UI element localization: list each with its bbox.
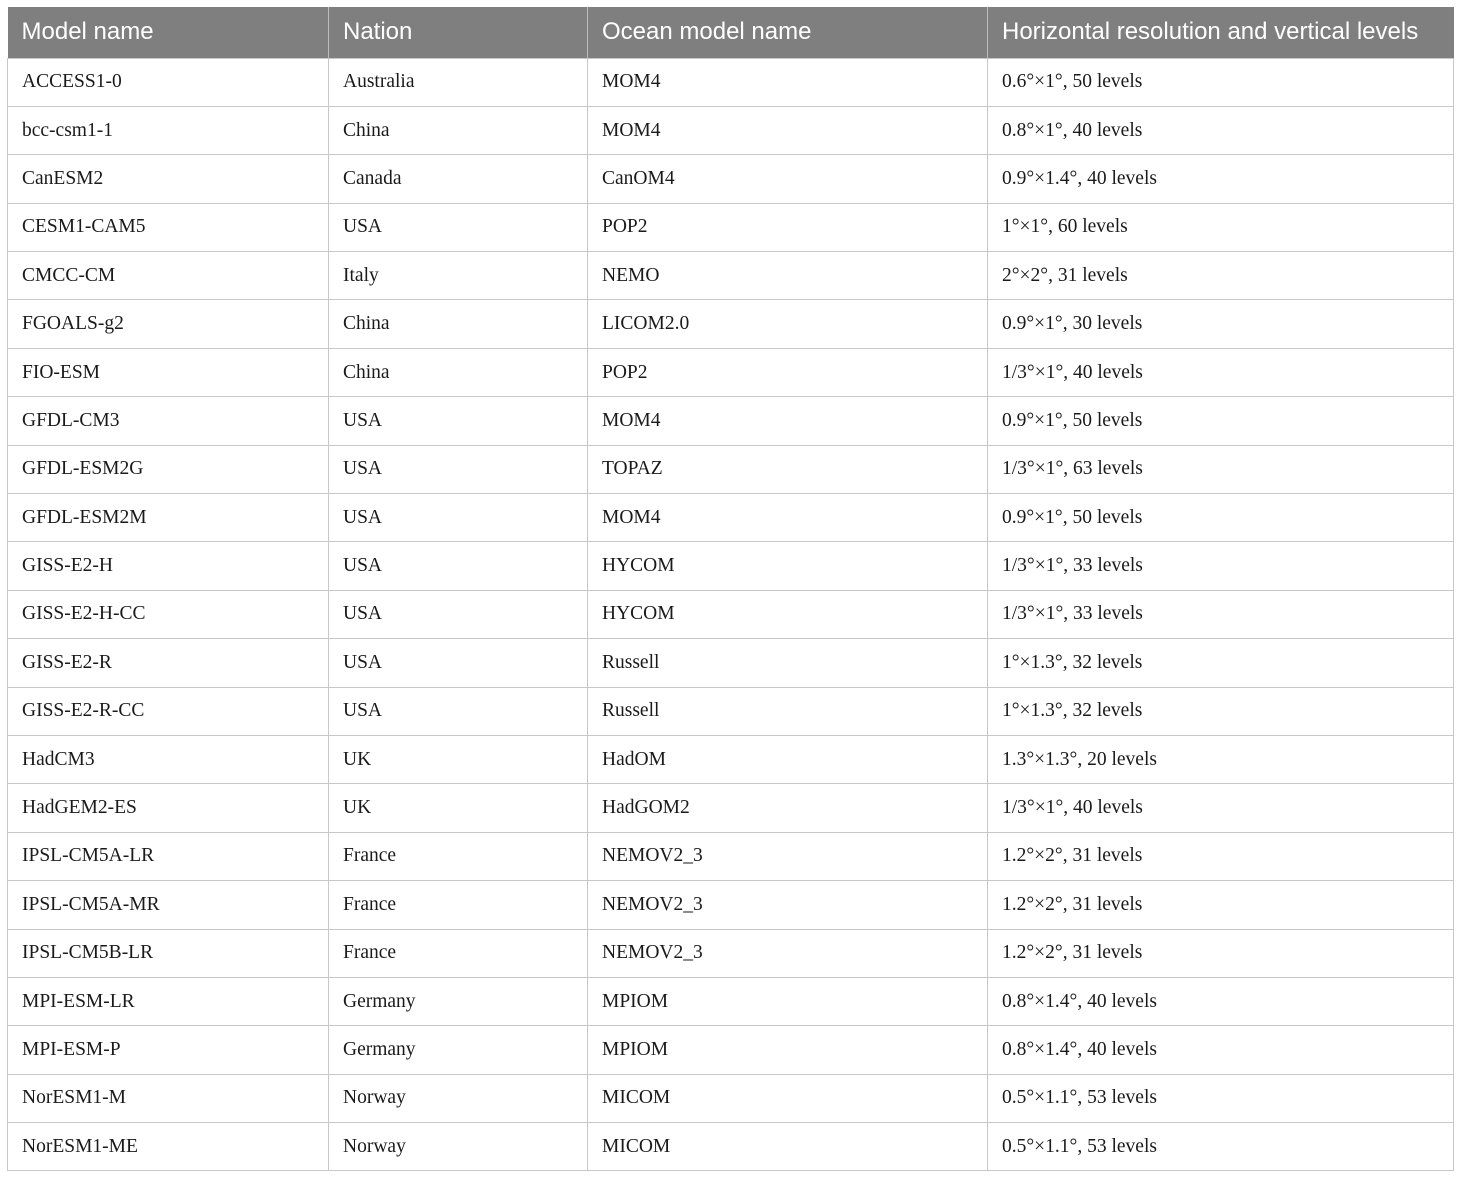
- cell-ocean-model: MPIOM: [588, 1026, 988, 1074]
- cell-resolution: 0.5°×1.1°, 53 levels: [988, 1074, 1454, 1122]
- cell-model-name: IPSL-CM5A-LR: [8, 832, 329, 880]
- cell-ocean-model: HYCOM: [588, 590, 988, 638]
- cell-ocean-model: MICOM: [588, 1123, 988, 1171]
- cell-ocean-model: NEMO: [588, 252, 988, 300]
- cell-model-name: FIO-ESM: [8, 348, 329, 396]
- cell-ocean-model: CanOM4: [588, 155, 988, 203]
- cell-nation: USA: [329, 494, 588, 542]
- cell-resolution: 0.8°×1.4°, 40 levels: [988, 977, 1454, 1025]
- table-row: [8, 348, 1454, 396]
- cell-nation: Australia: [329, 58, 588, 106]
- cell-ocean-model: POP2: [588, 203, 988, 251]
- cell-model-name: GFDL-CM3: [8, 397, 329, 445]
- cell-model-name: bcc-csm1-1: [8, 106, 329, 154]
- cell-resolution: 1°×1.3°, 32 levels: [988, 687, 1454, 735]
- cell-resolution: 2°×2°, 31 levels: [988, 252, 1454, 300]
- cell-ocean-model: MOM4: [588, 58, 988, 106]
- cell-resolution: 1.2°×2°, 31 levels: [988, 881, 1454, 929]
- cell-nation: Germany: [329, 977, 588, 1025]
- table-row: [8, 1123, 1454, 1171]
- cell-resolution: 1.2°×2°, 31 levels: [988, 832, 1454, 880]
- table-row: [8, 300, 1454, 348]
- cell-model-name: GISS-E2-R-CC: [8, 687, 329, 735]
- header-row: [8, 7, 1454, 58]
- cell-ocean-model: HadGOM2: [588, 784, 988, 832]
- table-row: [8, 203, 1454, 251]
- table-row: [8, 155, 1454, 203]
- cell-nation: USA: [329, 445, 588, 493]
- cell-model-name: HadCM3: [8, 735, 329, 783]
- header-nation: Nation: [329, 7, 588, 58]
- table-row: [8, 494, 1454, 542]
- cell-resolution: 1/3°×1°, 40 levels: [988, 784, 1454, 832]
- cell-ocean-model: MPIOM: [588, 977, 988, 1025]
- header-resolution-levels: Horizontal resolution and vertical levels: [988, 7, 1454, 58]
- cell-nation: Norway: [329, 1074, 588, 1122]
- cell-nation: Norway: [329, 1123, 588, 1171]
- cell-model-name: NorESM1-M: [8, 1074, 329, 1122]
- cell-ocean-model: MOM4: [588, 494, 988, 542]
- cell-nation: USA: [329, 542, 588, 590]
- cell-nation: USA: [329, 687, 588, 735]
- header-model-name: Model name: [8, 7, 329, 58]
- cell-nation: France: [329, 929, 588, 977]
- cell-model-name: FGOALS-g2: [8, 300, 329, 348]
- cell-resolution: 1/3°×1°, 40 levels: [988, 348, 1454, 396]
- cell-resolution: 0.9°×1.4°, 40 levels: [988, 155, 1454, 203]
- cell-resolution: 1°×1.3°, 32 levels: [988, 639, 1454, 687]
- cell-resolution: 1°×1°, 60 levels: [988, 203, 1454, 251]
- table-row: [8, 929, 1454, 977]
- cell-ocean-model: NEMOV2_3: [588, 832, 988, 880]
- cell-model-name: MPI-ESM-P: [8, 1026, 329, 1074]
- table-row: [8, 977, 1454, 1025]
- table-row: [8, 784, 1454, 832]
- cell-model-name: CMCC-CM: [8, 252, 329, 300]
- cell-resolution: 0.9°×1°, 30 levels: [988, 300, 1454, 348]
- cell-model-name: MPI-ESM-LR: [8, 977, 329, 1025]
- cell-ocean-model: MOM4: [588, 397, 988, 445]
- cell-model-name: ACCESS1-0: [8, 58, 329, 106]
- cell-ocean-model: Russell: [588, 639, 988, 687]
- cell-resolution: 1.2°×2°, 31 levels: [988, 929, 1454, 977]
- cell-model-name: GISS-E2-H-CC: [8, 590, 329, 638]
- cell-ocean-model: Russell: [588, 687, 988, 735]
- table-row: [8, 639, 1454, 687]
- table-row: [8, 832, 1454, 880]
- cell-resolution: 0.9°×1°, 50 levels: [988, 494, 1454, 542]
- table-row: [8, 106, 1454, 154]
- table-row: [8, 687, 1454, 735]
- cell-nation: UK: [329, 735, 588, 783]
- cell-resolution: 0.5°×1.1°, 53 levels: [988, 1123, 1454, 1171]
- cell-nation: France: [329, 832, 588, 880]
- cell-nation: Canada: [329, 155, 588, 203]
- table-row: [8, 252, 1454, 300]
- cell-nation: USA: [329, 397, 588, 445]
- cell-model-name: IPSL-CM5B-LR: [8, 929, 329, 977]
- cell-resolution: 0.9°×1°, 50 levels: [988, 397, 1454, 445]
- cell-nation: France: [329, 881, 588, 929]
- cell-resolution: 0.8°×1.4°, 40 levels: [988, 1026, 1454, 1074]
- cell-ocean-model: NEMOV2_3: [588, 881, 988, 929]
- cell-nation: USA: [329, 639, 588, 687]
- model-table: [7, 7, 1454, 1171]
- cell-ocean-model: POP2: [588, 348, 988, 396]
- table-row: [8, 542, 1454, 590]
- cell-nation: Germany: [329, 1026, 588, 1074]
- table-body: [8, 58, 1454, 1171]
- cell-nation: Italy: [329, 252, 588, 300]
- cell-resolution: 0.6°×1°, 50 levels: [988, 58, 1454, 106]
- cell-ocean-model: HadOM: [588, 735, 988, 783]
- cell-model-name: CanESM2: [8, 155, 329, 203]
- table-row: [8, 881, 1454, 929]
- cell-model-name: HadGEM2-ES: [8, 784, 329, 832]
- cell-model-name: CESM1-CAM5: [8, 203, 329, 251]
- cell-nation: USA: [329, 590, 588, 638]
- cell-ocean-model: LICOM2.0: [588, 300, 988, 348]
- cell-model-name: GFDL-ESM2G: [8, 445, 329, 493]
- cell-resolution: 1/3°×1°, 33 levels: [988, 542, 1454, 590]
- table-row: [8, 590, 1454, 638]
- table-header: [8, 7, 1454, 58]
- cell-nation: China: [329, 300, 588, 348]
- cell-ocean-model: MICOM: [588, 1074, 988, 1122]
- cell-ocean-model: TOPAZ: [588, 445, 988, 493]
- cell-nation: UK: [329, 784, 588, 832]
- table-row: [8, 1074, 1454, 1122]
- cell-model-name: GISS-E2-R: [8, 639, 329, 687]
- cell-model-name: GFDL-ESM2M: [8, 494, 329, 542]
- cell-nation: USA: [329, 203, 588, 251]
- cell-ocean-model: MOM4: [588, 106, 988, 154]
- table-row: [8, 58, 1454, 106]
- table-row: [8, 735, 1454, 783]
- header-ocean-model-name: Ocean model name: [588, 7, 988, 58]
- cell-nation: China: [329, 348, 588, 396]
- cell-model-name: IPSL-CM5A-MR: [8, 881, 329, 929]
- table-row: [8, 1026, 1454, 1074]
- cell-ocean-model: NEMOV2_3: [588, 929, 988, 977]
- cell-nation: China: [329, 106, 588, 154]
- cell-model-name: NorESM1-ME: [8, 1123, 329, 1171]
- cell-ocean-model: HYCOM: [588, 542, 988, 590]
- cell-resolution: 0.8°×1°, 40 levels: [988, 106, 1454, 154]
- cell-resolution: 1.3°×1.3°, 20 levels: [988, 735, 1454, 783]
- table-row: [8, 397, 1454, 445]
- table-row: [8, 445, 1454, 493]
- cell-model-name: GISS-E2-H: [8, 542, 329, 590]
- cell-resolution: 1/3°×1°, 63 levels: [988, 445, 1454, 493]
- table-container: [7, 7, 1453, 1171]
- cell-resolution: 1/3°×1°, 33 levels: [988, 590, 1454, 638]
